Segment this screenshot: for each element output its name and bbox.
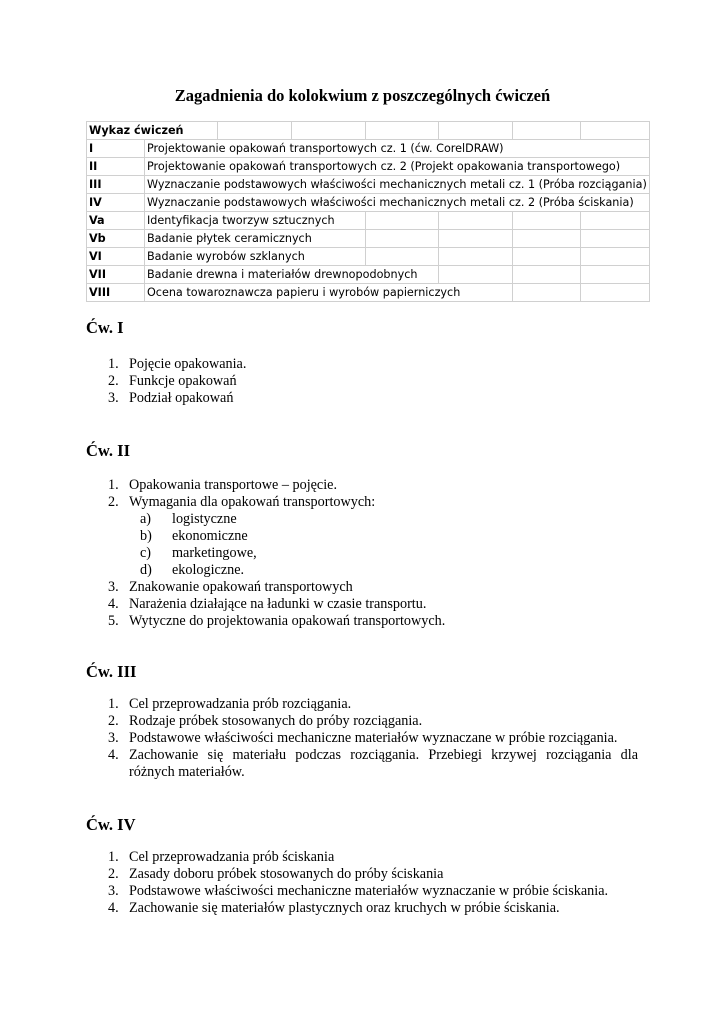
exercise-name: Wyznaczanie podstawowych właściwości mechanicznych metali cz. 2 (Próba ściskania) bbox=[145, 194, 650, 212]
list-item: 3. Podstawowe właściwości mechaniczne materiałów wyznaczane w próbie rozciągania. bbox=[108, 730, 618, 746]
section-heading: Ćw. I bbox=[86, 318, 124, 337]
table-row bbox=[87, 194, 650, 212]
exercise-name: Badanie płytek ceramicznych bbox=[145, 230, 366, 248]
list-item: 3. Znakowanie opakowań transportowych bbox=[108, 579, 353, 595]
table-row bbox=[87, 212, 650, 230]
exercise-number: I bbox=[87, 140, 145, 158]
section-heading: Ćw. II bbox=[86, 441, 131, 460]
exercise-name: Badanie drewna i materiałów drewnopodobnych bbox=[145, 266, 439, 284]
page-title: Zagadnienia do kolokwium z poszczególnych ćwiczeń bbox=[174, 86, 551, 105]
list-item: 1. Opakowania transportowe – pojęcie. bbox=[108, 477, 338, 493]
list-item: 2. Funkcje opakowań bbox=[108, 373, 237, 389]
exercise-number: Va bbox=[87, 212, 145, 230]
table-row bbox=[87, 230, 650, 248]
sub-list-item: c) marketingowe, bbox=[140, 545, 257, 561]
exercise-table bbox=[86, 121, 650, 302]
sub-list-item: a) logistyczne bbox=[140, 511, 237, 527]
question-list bbox=[86, 356, 638, 407]
list-item: 4. Zachowanie się materiału podczas rozciągania. Przebiegi krzywej rozciągania dla różnych materiałów. bbox=[108, 747, 638, 780]
table-row bbox=[87, 140, 650, 158]
list-item: 1. Pojęcie opakowania. bbox=[108, 356, 247, 372]
exercise-name: Projektowanie opakowań transportowych cz. 1 (ćw. CorelDRAW) bbox=[145, 140, 650, 158]
section-heading: Ćw. IV bbox=[86, 815, 136, 834]
exercise-number: Vb bbox=[87, 230, 145, 248]
question-list bbox=[86, 696, 638, 781]
exercise-number: III bbox=[87, 176, 145, 194]
list-item: 4. Narażenia działające na ładunki w czasie transportu. bbox=[108, 596, 427, 612]
list-item: 1. Cel przeprowadzania prób rozciągania. bbox=[108, 696, 352, 712]
list-item: 2. Zasady doboru próbek stosowanych do próby ściskania bbox=[108, 866, 444, 882]
table-row bbox=[87, 176, 650, 194]
exercise-name: Badanie wyrobów szklanych bbox=[145, 248, 366, 266]
question-list bbox=[86, 849, 638, 917]
table-row bbox=[87, 158, 650, 176]
section-heading: Ćw. III bbox=[86, 662, 137, 681]
exercise-name: Projektowanie opakowań transportowych cz. 2 (Projekt opakowania transportowego) bbox=[145, 158, 650, 176]
list-item: 2. Wymagania dla opakowań transportowych: a) logistyczne b) ekonomiczne c) marketingowe, d) ekologiczne. bbox=[86, 494, 638, 579]
list-item: 3. Podstawowe właściwości mechaniczne materiałów wyznaczanie w próbie ściskania. bbox=[108, 883, 609, 899]
list-item: 1. Cel przeprowadzania prób ściskania bbox=[108, 849, 335, 865]
list-item: 2. Rodzaje próbek stosowanych do próby rozciągania. bbox=[108, 713, 423, 729]
table-header: Wykaz ćwiczeń bbox=[87, 122, 218, 140]
exercise-number: IV bbox=[87, 194, 145, 212]
exercise-number: VII bbox=[87, 266, 145, 284]
list-item: 4. Zachowanie się materiałów plastycznych oraz kruchych w próbie ściskania. bbox=[108, 900, 560, 916]
sub-list bbox=[129, 511, 638, 579]
table-row bbox=[87, 248, 650, 266]
table-header-row bbox=[87, 122, 650, 140]
exercise-number: VIII bbox=[87, 284, 145, 302]
exercise-number: VI bbox=[87, 248, 145, 266]
list-item: 5. Wytyczne do projektowania opakowań transportowych. bbox=[108, 613, 446, 629]
sub-list-item: d) ekologiczne. bbox=[140, 562, 245, 578]
sub-list-item: b) ekonomiczne bbox=[140, 528, 248, 544]
table-row bbox=[87, 284, 650, 302]
table-row bbox=[87, 266, 650, 284]
exercise-name: Wyznaczanie podstawowych właściwości mechanicznych metali cz. 1 (Próba rozciągania) bbox=[145, 176, 650, 194]
exercise-number: II bbox=[87, 158, 145, 176]
list-item: 3. Podział opakowań bbox=[108, 390, 234, 406]
exercise-name: Ocena towaroznawcza papieru i wyrobów papierniczych bbox=[145, 284, 513, 302]
question-list bbox=[86, 477, 638, 630]
exercise-name: Identyfikacja tworzyw sztucznych bbox=[145, 212, 366, 230]
